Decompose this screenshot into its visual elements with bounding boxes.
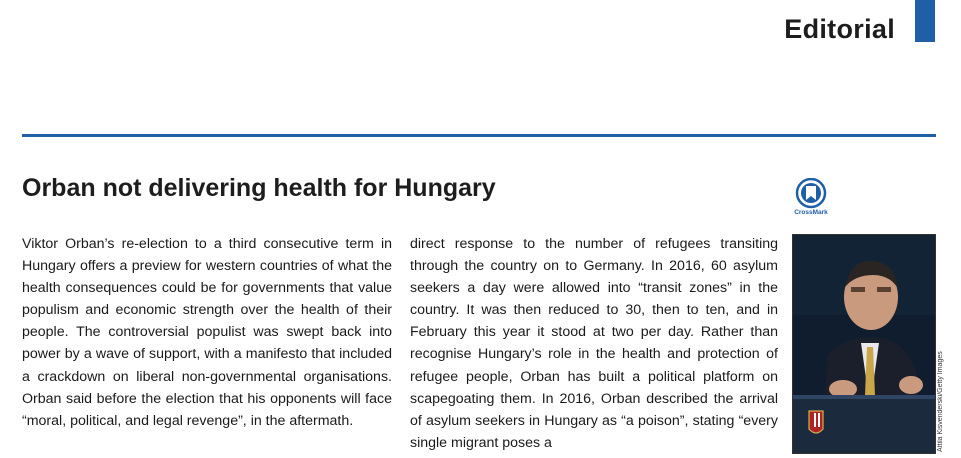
crossmark-icon <box>793 178 829 210</box>
article-title: Orban not delivering health for Hungary <box>22 174 496 202</box>
crossmark-badge[interactable] <box>793 178 829 222</box>
header-rule <box>22 134 936 137</box>
photo-credit: Attila Kisvenderski/Getty Images <box>937 351 944 452</box>
section-label: Editorial <box>784 14 895 44</box>
article-column-right: direct response to the number of refugees transiting through the country on to Germany. In 2016, 60 asylum seekers a day were allowed into “transit zones” in the country. It was then reduced to 30, then to ten, and in February this year it stood at two per day. Rather than recognise Hungary’s role in the health and protection of refugee people, Orban has built a political platform on scapegoating them. In 2016, Orban described the arrival of asylum seekers in Hungary as “a poison”, stating “every single migrant poses a <box>410 236 778 451</box>
article-column-left: Viktor Orban’s re-election to a third consecutive term in Hungary offers a preview for western countries of what the health consequences could be for governments that value populism and economic strength over the health of their people. The controversial populist was swept back into power by a wave of support, with a manifesto that included a crackdown on liberal non-governmental organisations. Orban said before the election that his opponents will face “moral, political, and legal revenge”, in the aftermath. <box>22 236 392 429</box>
article-photo <box>792 234 936 454</box>
crossmark-label: CrossMark <box>794 209 828 216</box>
section-color-block <box>915 0 935 42</box>
